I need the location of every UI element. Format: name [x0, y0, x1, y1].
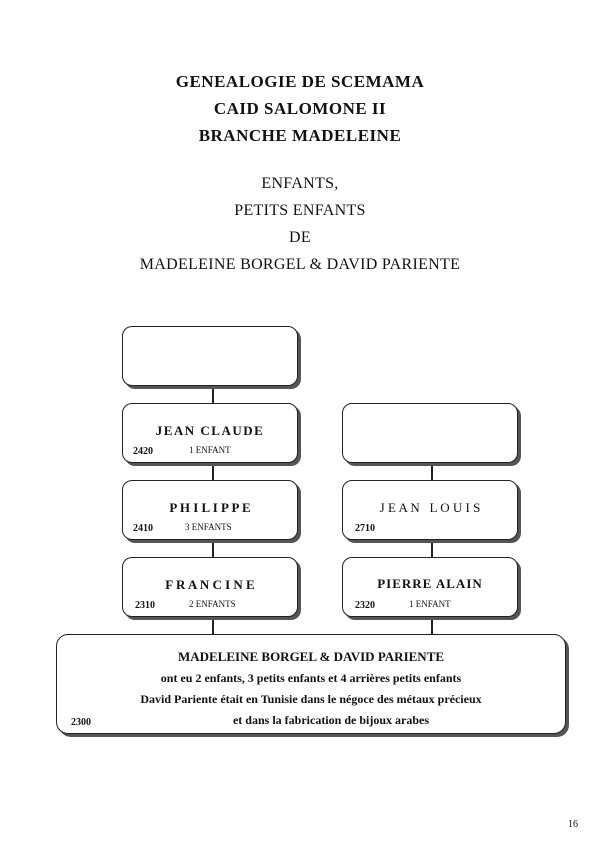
branch-subtitle: CAID SALOMONE II	[213, 99, 387, 118]
family-box-jean-claude	[122, 403, 298, 463]
person-name: F R A N C I N E	[165, 577, 255, 592]
children-count: 3 ENFANTS	[185, 522, 232, 532]
branch-name: BRANCHE MADELEINE	[198, 126, 402, 145]
person-number: 2410	[133, 523, 153, 534]
person-number: 2300	[71, 717, 91, 728]
children-count: 1 ENFANT	[409, 599, 451, 609]
children-count: 2 ENFANTS	[189, 599, 236, 609]
person-name: JEAN CLAUDE	[155, 423, 265, 438]
person-name: J E A N L O U I S	[379, 500, 481, 515]
family-box-empty-left	[122, 326, 298, 386]
parent-box	[56, 634, 566, 734]
connector-line	[431, 617, 433, 635]
connector-line	[212, 539, 214, 559]
parent-names: MADELEINE BORGEL & DAVID PARIENTE	[177, 649, 445, 664]
family-box-pierre-alain	[342, 557, 518, 617]
family-box-jean-louis	[342, 480, 518, 540]
page-number: 16	[568, 819, 578, 830]
connector-line	[431, 539, 433, 559]
person-number: 2320	[355, 600, 375, 611]
genealogy-title: GENEALOGIE DE SCEMAMA	[175, 72, 425, 91]
family-box-philippe	[122, 480, 298, 540]
parent-occupation: David Pariente était en Tunisie dans le négoce des métaux précieux	[140, 692, 482, 706]
heading-enfants: ENFANTS,	[261, 175, 339, 192]
person-number: 2710	[355, 523, 375, 534]
parent-occupation-cont: et dans la fabrication de bijoux arabes	[232, 713, 429, 727]
connector-line	[431, 463, 433, 481]
family-box-francine	[122, 557, 298, 617]
connector-line	[212, 463, 214, 481]
parent-summary: ont eu 2 enfants, 3 petits enfants et 4 arrières petits enfants	[160, 671, 462, 685]
connector-line	[212, 617, 214, 635]
person-number: 2310	[135, 600, 155, 611]
person-name: PIERRE ALAIN	[377, 576, 483, 591]
person-name: P H I L I P P E	[169, 500, 251, 515]
family-box-empty-right	[342, 403, 518, 463]
connector-line	[212, 386, 214, 404]
heading-de: DE	[289, 229, 311, 246]
person-number: 2420	[133, 446, 153, 457]
heading-petits-enfants: PETITS ENFANTS	[234, 202, 366, 219]
children-count: 1 ENFANT	[189, 445, 231, 455]
heading-parents: MADELEINE BORGEL & DAVID PARIENTE	[139, 256, 461, 273]
